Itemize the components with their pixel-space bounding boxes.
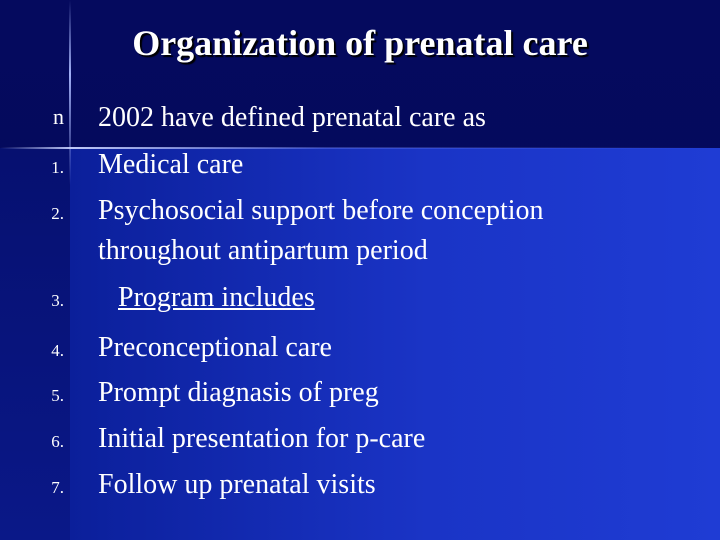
list-item-number: 4. bbox=[51, 341, 64, 360]
list-item-number: 5. bbox=[51, 386, 64, 405]
list-item-number: 6. bbox=[51, 432, 64, 451]
list-item-text: Preconceptional care bbox=[98, 332, 332, 363]
list-item-text: Psychosocial support before conception bbox=[98, 195, 544, 226]
list-item-number: 2. bbox=[51, 204, 64, 223]
list-item-text: Medical care bbox=[98, 149, 244, 180]
list-item-number: 7. bbox=[51, 478, 64, 497]
list-item-text: Program includes bbox=[118, 282, 315, 313]
list-item-number: 3. bbox=[51, 291, 64, 310]
list-item-text-continued: throughout antipartum period bbox=[98, 235, 428, 266]
slide-title: Organization of prenatal care bbox=[132, 23, 588, 63]
square-bullet-icon: n bbox=[53, 104, 64, 129]
list-item-text: Follow up prenatal visits bbox=[98, 469, 376, 500]
list-item-text: 2002 have defined prenatal care as bbox=[98, 102, 486, 133]
list-item-text: Initial presentation for p-care bbox=[98, 423, 426, 454]
list-item-text: Prompt diagnasis of preg bbox=[98, 377, 379, 408]
list-item-number: 1. bbox=[51, 158, 64, 177]
